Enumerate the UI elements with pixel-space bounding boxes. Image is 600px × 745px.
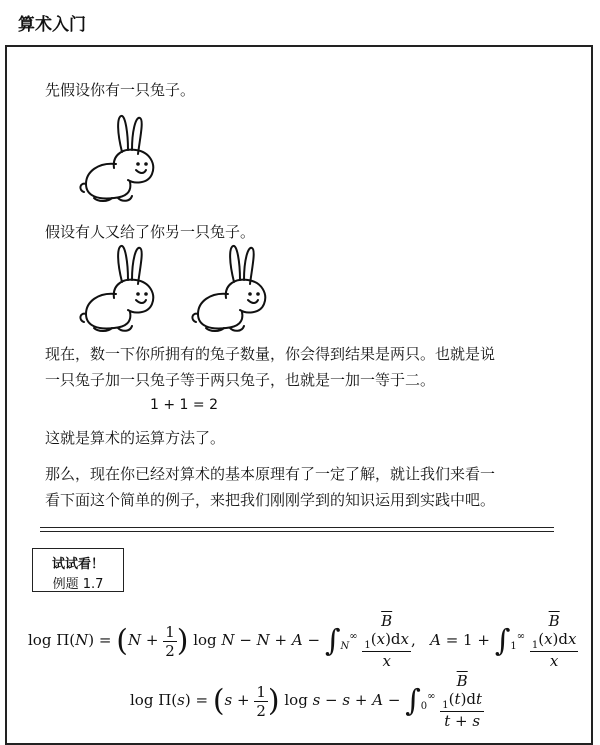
example-label: 试试看！ [51, 557, 104, 572]
paragraph-one-rabbit: 先假设你有一只兔子。 [45, 81, 196, 99]
divider-top [40, 527, 554, 528]
paragraph-next-line1: 那么，现在你已经对算术的基本原理有了一定了解，就让我们来看一 [45, 465, 496, 483]
simple-equation: 1 + 1 = 2 [150, 397, 218, 413]
stirling-formula-one: log Π(N) = (N + $\frac{1}{2}$ ) $\log N - N + A - \int_N^\infty$ $\overline{B}$ $_1$(x)dx x , $A = 1 + \int_1^\infty$ $\overline{B}$ $_1$(x)dx x [28, 612, 577, 670]
example-number: 例题 1.7 [52, 577, 104, 592]
paragraph-another-rabbit: 假设有人又给了你另一只兔子。 [45, 223, 256, 241]
paragraph-count-line2: 一只兔子加一只兔子等于两只兔子，也就是一加一等于二。 [45, 371, 436, 389]
rabbit-icon [74, 242, 160, 334]
paragraph-next-line2: 看下面这个简单的例子，来把我们刚刚学到的知识运用到实践中吧。 [45, 491, 496, 509]
example-box [32, 548, 124, 592]
paragraph-method: 这就是算术的运算方法了。 [45, 429, 226, 447]
stirling-formula-two: log Π(s) = (s + $\frac{1}{2}$ ) $\log s - s + A - \int_0^\infty$ $\overline{B}$ $_1$(t)dt t + s [130, 672, 483, 730]
page-title: 算术入门 [18, 15, 86, 35]
rabbit-icon [186, 242, 272, 334]
divider-bottom [40, 531, 554, 532]
paragraph-count-line1: 现在，数一下你所拥有的兔子数量，你会得到结果是两只。也就是说 [45, 345, 496, 363]
rabbit-icon [74, 112, 160, 204]
